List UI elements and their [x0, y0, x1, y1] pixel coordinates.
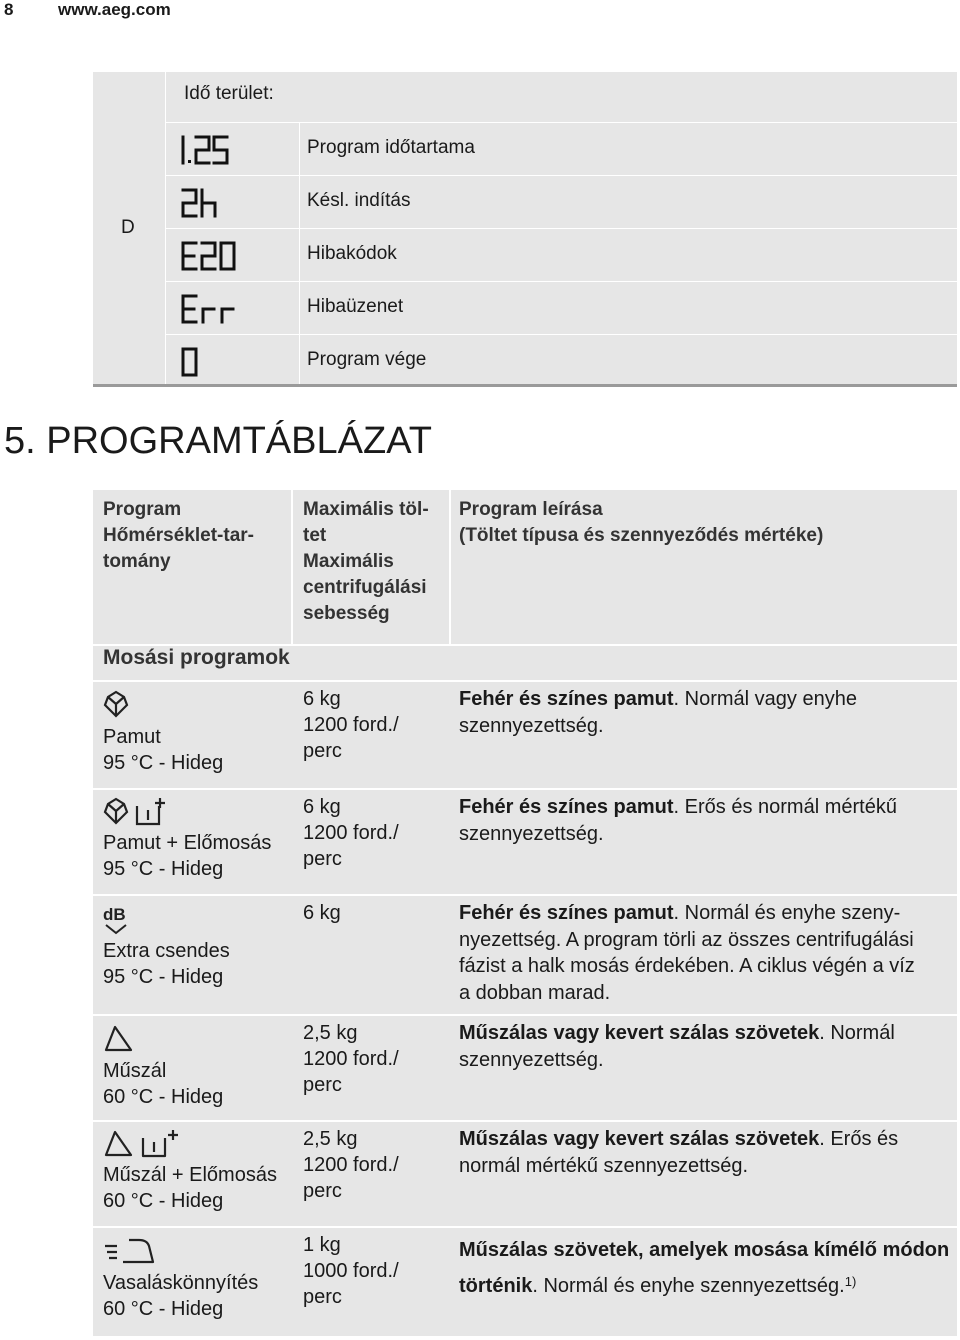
table-row	[93, 1228, 957, 1336]
cotton-icon	[103, 690, 129, 718]
display-label: Hibaüzenet	[307, 296, 404, 317]
program-load-speed: 2,5 kg 1200 ford./ perc	[303, 1022, 399, 1096]
display-label: Program időtartama	[307, 137, 475, 158]
program-load: 6 kg	[303, 902, 341, 924]
program-name-temp: Pamut 95 °C - Hideg	[103, 726, 224, 774]
seven-seg-2h-icon	[179, 186, 259, 220]
program-description: Fehér és színes pamut. Erős és normál mértékű szennyezettség.	[459, 796, 897, 845]
display-area-letter: D	[121, 217, 135, 238]
header-max-load: Maximális töl- tet Maximális centrifugálási sebesség	[303, 499, 429, 624]
program-load-speed: 6 kg 1200 ford./ perc	[303, 796, 399, 870]
program-description: Műszálas szövetek, amelyek mosása kímélő módon történik. Normál és enyhe szennyezettség.$^{1)}$	[459, 1239, 950, 1297]
table-row	[93, 1122, 957, 1226]
page-number: 8	[4, 0, 14, 19]
program-description: Műszálas vagy kevert szálas szövetek. Normál szennyezettség.	[459, 1022, 895, 1071]
program-name-temp: Műszál 60 °C - Hideg	[103, 1060, 224, 1108]
synthetics-prewash-icon	[103, 1128, 183, 1158]
footnote-marker: 1)	[844, 1274, 857, 1289]
table-row	[93, 896, 957, 1014]
program-name-temp: Vasaláskönnyítés 60 °C - Hideg	[103, 1272, 259, 1320]
table-row	[93, 682, 957, 786]
synthetics-icon	[103, 1024, 135, 1052]
program-load-speed: 1 kg 1000 ford./ perc	[303, 1234, 399, 1308]
header-description: Program leírása (Töltet típusa és szennyeződés mértéke)	[459, 499, 824, 546]
program-name-temp: Műszál + Előmosás 60 °C - Hideg	[103, 1164, 277, 1212]
header-program: Program Hőmérséklet-tar- tomány	[103, 499, 254, 572]
seven-seg-1-25-icon	[179, 133, 259, 167]
table-row	[93, 790, 957, 894]
program-description: Műszálas vagy kevert szálas szövetek. Erős és normál mértékű szennyezettség.	[459, 1128, 899, 1177]
program-description: Fehér és színes pamut. Normál vagy enyhe szennyezettség.	[459, 688, 857, 737]
display-row-end	[165, 334, 957, 388]
program-load-speed: 6 kg 1200 ford./ perc	[303, 688, 399, 762]
program-table	[93, 490, 957, 1336]
display-area-title: Idő terület:	[184, 83, 274, 104]
display-row-delay	[165, 175, 957, 229]
table-row	[93, 1016, 957, 1120]
svg-text:dB: dB	[103, 905, 126, 924]
program-name-temp: Extra csendes 95 °C - Hideg	[103, 940, 230, 988]
display-area-legend	[93, 72, 957, 387]
seven-seg-e20-icon	[179, 239, 259, 273]
display-label: Program vége	[307, 349, 427, 370]
extra-silent-icon	[103, 904, 131, 936]
group-label: Mosási programok	[103, 646, 290, 669]
easy-iron-icon	[103, 1236, 157, 1264]
display-label: Hibakódok	[307, 243, 397, 264]
program-name-temp: Pamut + Előmosás 95 °C - Hideg	[103, 832, 272, 880]
seven-seg-err-icon	[179, 292, 259, 326]
display-label: Késl. indítás	[307, 190, 411, 211]
seven-seg-0-icon	[179, 345, 259, 379]
program-load-speed: 2,5 kg 1200 ford./ perc	[303, 1128, 399, 1202]
display-row-errorcodes	[165, 228, 957, 282]
cotton-prewash-icon	[103, 796, 173, 826]
section-title: 5. PROGRAMTÁBLÁZAT	[4, 420, 432, 462]
program-description: Fehér és színes pamut. Normál és enyhe szeny- nyezettség. A program törli az összes centrifugálási fázist a halk mosás érdekében. A ciklus végén a víz a dobban marad.	[459, 902, 915, 1004]
display-row-duration	[165, 122, 957, 176]
display-row-error	[165, 281, 957, 335]
website-url: www.aeg.com	[58, 0, 171, 19]
